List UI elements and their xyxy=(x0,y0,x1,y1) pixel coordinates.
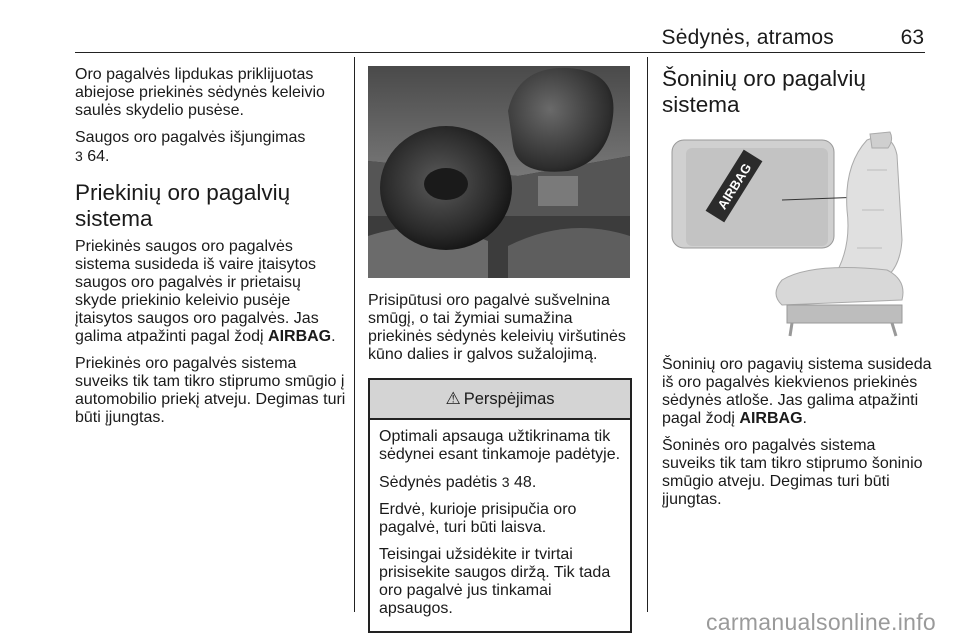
airbag-word-2: AIRBAG xyxy=(739,410,803,427)
ref-arrow-icon: 3 xyxy=(75,148,83,164)
side-airbag-text: Šoninių oro pagavių sistema susideda iš oro pagalvės kiekvienos priekinės sėdynės atloše. Jas galima atpažinti pagal žodį xyxy=(662,356,932,427)
front-airbag-text: Priekinės saugos oro pagalvės sistema susideda iš vaire įtaisytos saugos oro pagalvės ir prietaisų skyde priekinio keleivio pusėje įtaisytos saugos oro pagalvės. Jas galima atpažinti pagal žodį xyxy=(75,238,319,345)
warning-p3: Erdvė, kurioje prisipučia oro pagalvė, turi būti laisva. xyxy=(379,501,577,536)
side-airbag-trigger-paragraph: Šoninės oro pagalvės sistema suveiks tik tam tikro stiprumo šoninio smūgio atveju. Degimas turi būti įjungtas. xyxy=(662,437,923,508)
warning-p4: Teisingai užsidėkite ir tvirtai prisisekite saugos diržą. Tik tada oro pagalvė jus tinkamai apsaugos. xyxy=(379,546,611,617)
deactivation-ref[interactable]: 64. xyxy=(87,148,110,165)
airbag-label-text: AIRBAG xyxy=(714,160,755,212)
section-title: Sėdynės, atramos xyxy=(661,26,834,49)
front-airbag-trigger-paragraph: Priekinės oro pagalvės sistema suveiks tik tam tikro stiprumo smūgio į automobilio priekį atveju. Degimas turi būti įjungtas. xyxy=(75,355,346,426)
deployed-airbag-photo xyxy=(368,66,630,278)
front-airbag-heading: Priekinių oro pagalvių sistema xyxy=(75,180,291,231)
side-airbag-paragraph: Šoninių oro pagavių sistema susideda iš oro pagalvės kiekvienos priekinės sėdynės atloše. Jas galima atpažinti pagal žodį AIRBAG. xyxy=(662,356,932,427)
warning-p1: Optimali apsauga užtikrinama tik sėdynei esant tinkamoje padėtyje. xyxy=(379,428,621,463)
seat-illustration xyxy=(662,130,924,340)
column-1 xyxy=(75,66,347,436)
seat-position-ref[interactable]: 48. xyxy=(514,474,537,491)
column-3 xyxy=(662,66,932,518)
site-watermark: carmanualsonline.info xyxy=(705,609,936,635)
airbag-word: AIRBAG xyxy=(268,328,332,345)
side-airbag-heading: Šoninių oro pagalvių sistema xyxy=(662,66,866,117)
header-rule xyxy=(75,52,925,53)
front-airbag-paragraph: Priekinės saugos oro pagalvės sistema susideda iš vaire įtaisytos saugos oro pagalvės ir prietaisų skyde priekinio keleivio pusėje įtaisytos saugos oro pagalvės. Jas galima atpažinti pagal žodį AIRBAG. xyxy=(75,238,336,345)
warning-title: Perspėjimas xyxy=(463,390,555,408)
warning-box xyxy=(368,378,632,633)
warning-p2 xyxy=(379,473,621,492)
warning-header xyxy=(370,380,630,420)
ref-arrow-icon: 3 xyxy=(501,474,510,490)
side-airbag-seat-figure xyxy=(662,130,924,340)
airbag-photo-illustration xyxy=(368,66,630,278)
sticker-paragraph: Oro pagalvės lipdukas priklijuotas abiejose priekinės sėdynės keleivio saulės skydelio pusėse. xyxy=(75,66,325,119)
warning-triangle-icon: ⚠ xyxy=(445,389,461,408)
seat-position-text: Sėdynės padėtis xyxy=(379,474,498,491)
photo-caption: Prisipūtusi oro pagalvė sušvelnina smūgį, o tai žymiai sumažina priekinės sėdynės keleivių viršutinės kūno dalies ir galvos sužalojimą. xyxy=(368,292,626,363)
page-number: 63 xyxy=(900,26,924,49)
column-divider-2 xyxy=(647,57,648,612)
warning-body xyxy=(370,420,630,631)
column-2 xyxy=(368,66,632,633)
deactivation-text: Saugos oro pagalvės išjungimas xyxy=(75,129,306,146)
column-divider-1 xyxy=(354,57,355,612)
deactivation-paragraph xyxy=(75,129,347,166)
